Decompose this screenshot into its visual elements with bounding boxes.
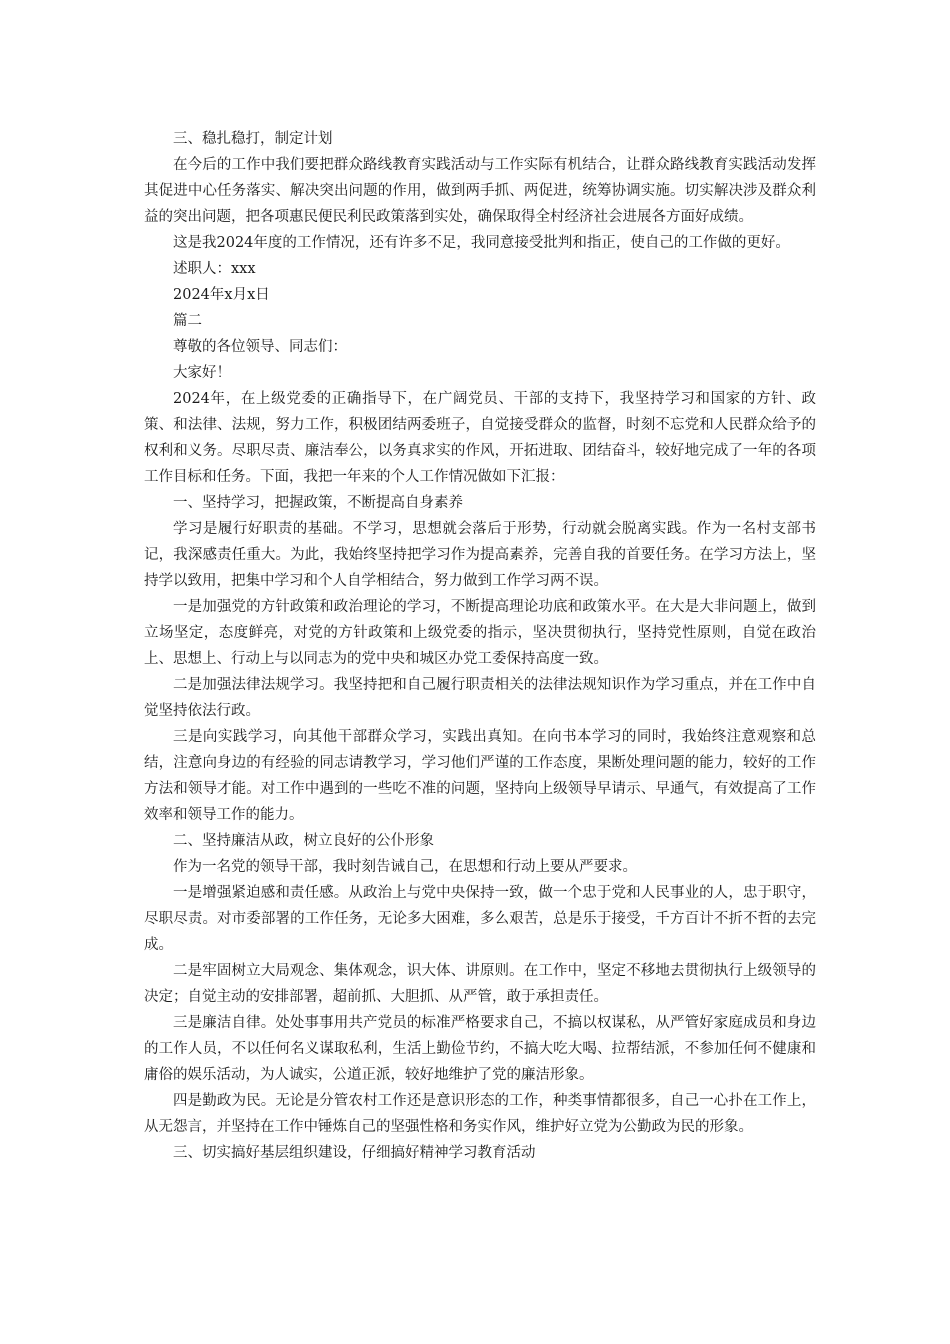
paragraph: 一是增强紧迫感和责任感。从政治上与党中央保持一致，做一个忠于党和人民事业的人，忠于职守，尽职尽责。对市委部署的工作任务，无论多大困难，多么艰苦，总是乐于接受，千方百计不折不哲的去完成。: [144, 885, 816, 953]
section-heading: 三、稳扎稳打，制定计划: [173, 131, 333, 147]
document-body: [144, 126, 816, 1166]
salutation: 尊敬的各位领导、同志们：: [173, 339, 347, 355]
part-title: 篇二: [173, 313, 202, 329]
section-heading: 二、坚持廉洁从政，树立良好的公仆形象: [173, 833, 434, 849]
paragraph: 四是勤政为民。无论是分管农村工作还是意识形态的工作，种类事情都很多，自己一心扑在工作上，从无怨言，并坚持在工作中锤炼自己的坚强性格和务实作风，维护好立党为公勤政为民的形象。: [144, 1093, 816, 1135]
paragraph: 一是加强党的方针政策和政治理论的学习，不断提高理论功底和政策水平。在大是大非问题上，做到立场坚定，态度鲜亮，对党的方针政策和上级党委的指示，坚决贯彻执行，坚持党性原则，自觉在政治上、思想上、行动上与以同志为的党中央和城区办党工委保持高度一致。: [144, 599, 816, 667]
paragraph: 2024年，在上级党委的正确指导下，在广阔党员、干部的支持下，我坚持学习和国家的方针、政策、和法律、法规，努力工作，积极团结两委班子，自觉接受群众的监督，时刻不忘党和人民群众给予的权利和义务。尽职尽责、廉洁奉公，以务真求实的作风，开拓进取、团结奋斗，较好地完成了一年的各项工作目标和任务。下面，我把一年来的个人工作情况做如下汇报：: [144, 391, 816, 485]
paragraph: 在今后的工作中我们要把群众路线教育实践活动与工作实际有机结合，让群众路线教育实践活动发挥其促进中心任务落实、解决突出问题的作用，做到两手抓、两促进，统筹协调实施。切实解决涉及群众利益的突出问题，把各项惠民便民利民政策落到实处，确保取得全村经济社会进展各方面好成绩。: [144, 157, 816, 225]
section-heading: 三、切实搞好基层组织建设，仔细搞好精神学习教育活动: [173, 1145, 536, 1161]
paragraph: 学习是履行好职责的基础。不学习，思想就会落后于形势，行动就会脱离实践。作为一名村支部书记，我深感责任重大。为此，我始终坚持把学习作为提高素养，完善自我的首要任务。在学习方法上，坚持学以致用，把集中学习和个人自学相结合，努力做到工作学习两不误。: [144, 521, 816, 589]
paragraph: 这是我2024年度的工作情况，还有许多不足，我同意接受批判和指正，使自己的工作做的更好。: [173, 235, 790, 251]
paragraph: 三是廉洁自律。处处事事用共产党员的标准严格要求自己，不搞以权谋私，从严管好家庭成员和身边的工作人员，不以任何名义谋取私利，生活上勤俭节约，不搞大吃大喝、拉帮结派，不参加任何不健康和庸俗的娱乐活动，为人诚实，公道正派，较好地维护了党的廉洁形象。: [144, 1015, 816, 1083]
paragraph: 作为一名党的领导干部，我时刻告诫自己，在思想和行动上要从严要求。: [173, 859, 637, 875]
paragraph: 二是加强法律法规学习。我坚持把和自己履行职责相关的法律法规知识作为学习重点，并在工作中自觉坚持依法行政。: [144, 677, 816, 719]
greeting: 大家好！: [173, 365, 231, 381]
paragraph: 三是向实践学习，向其他干部群众学习，实践出真知。在向书本学习的同时，我始终注意观察和总结，注意向身边的有经验的同志请教学习，学习他们严谨的工作态度，果断处理问题的能力，较好的工作方法和领导才能。对工作中遇到的一些吃不准的问题，坚持向上级领导早请示、早通气，有效提高了工作效率和领导工作的能力。: [144, 729, 816, 823]
date-line: 2024年x月x日: [173, 287, 270, 303]
paragraph: 二是牢固树立大局观念、集体观念，识大体、讲原则。在工作中，坚定不移地去贯彻执行上级领导的决定；自觉主动的安排部署，超前抓、大胆抓、从严管，敢于承担责任。: [144, 963, 816, 1005]
section-heading: 一、坚持学习，把握政策，不断提高自身素养: [173, 495, 463, 511]
signature-line: 述职人：xxx: [173, 261, 256, 277]
